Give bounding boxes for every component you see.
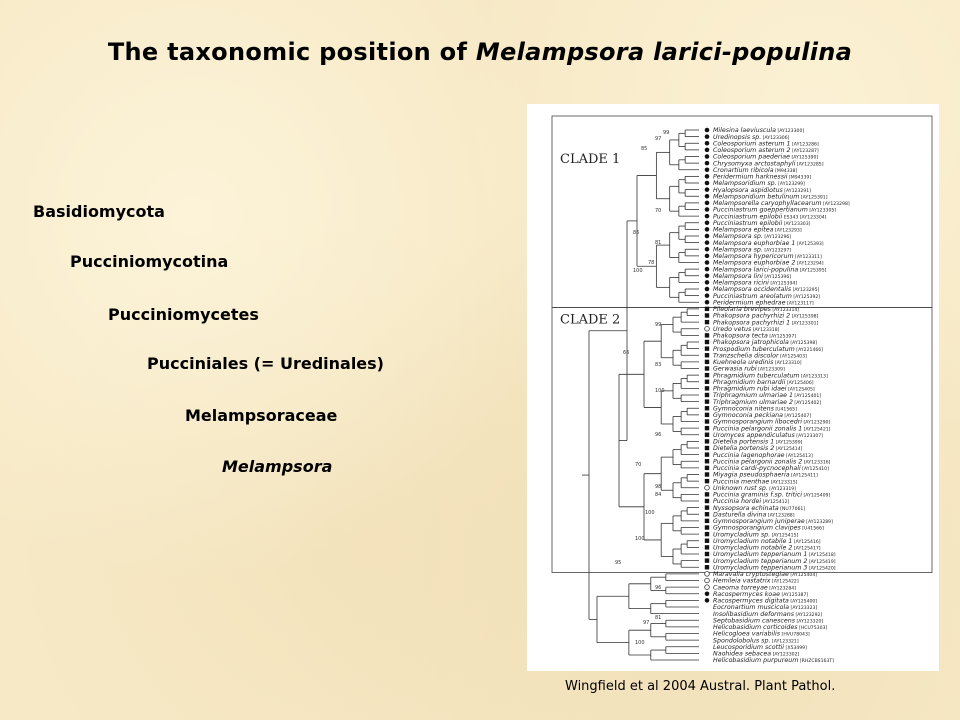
taxon-marker-square	[705, 466, 709, 470]
taxon-name: Triphragmium ulmariae 1	[713, 392, 793, 400]
taxon-marker-filled	[705, 194, 710, 199]
taxon-accession: [AY123323]	[789, 606, 818, 612]
taxon-marker-square	[705, 399, 709, 403]
title-species: Melampsora larici-populina	[475, 38, 853, 66]
taxon-marker-filled	[705, 273, 710, 278]
taxon-accession: [AY125410]	[800, 467, 829, 473]
taxon-name: Melampsora hypericorum	[713, 253, 794, 261]
taxon-name: Pileolaria brevipes	[713, 306, 771, 314]
taxon-marker-square	[705, 406, 709, 410]
taxon-name: Pucciniastrum epilobii	[713, 219, 783, 227]
taxon-accession: [AY123320]	[795, 619, 824, 625]
taxon-accession: [AY125392]	[791, 294, 821, 300]
taxon-name: Dietelia portensis 1	[713, 438, 775, 446]
taxon-marker-square	[705, 353, 709, 357]
taxon-marker-square	[705, 446, 709, 450]
title-prefix: The taxonomic position of	[107, 38, 476, 66]
taxon-name: Melampsoridium betulinum	[713, 193, 800, 201]
taxon-accession: [AY125396]	[762, 274, 792, 280]
taxon-marker-filled	[705, 254, 710, 259]
taxon-marker-filled	[705, 187, 710, 192]
taxon-marker-square	[705, 492, 709, 496]
taxon-accession: [AY123294]	[795, 261, 824, 267]
phylogenetic-tree-figure	[527, 104, 939, 671]
taxon-accession: [AY123301]	[790, 321, 819, 327]
taxon-accession: [AY123314]	[770, 308, 800, 314]
taxon-accession: [AY123286]	[790, 142, 819, 148]
taxon-marker-square	[705, 545, 709, 549]
taxon-name: Prospodium tuberculatum	[713, 345, 795, 353]
taxon-name: Coleosporium asterum 1	[713, 140, 791, 148]
taxon-marker-filled	[705, 260, 710, 265]
taxon-name: Phakopsora pachyrhizi 1	[713, 319, 791, 327]
taxon-marker-square	[705, 340, 709, 344]
taxon-accession: [AY123305]	[807, 208, 837, 214]
taxon-name: Uromycladium tepperianum 2	[713, 557, 808, 565]
taxon-marker-square	[705, 552, 709, 556]
taxon-accession: [AY125412]	[761, 500, 790, 506]
bootstrap-value: 100	[633, 268, 643, 274]
taxon-accession: [AY123292]	[794, 612, 823, 618]
taxon-accession: [AY125403]	[778, 354, 807, 360]
taxon-accession: [AY123298]	[821, 202, 850, 208]
bootstrap-value: 95	[615, 560, 622, 566]
taxon-accession: [AY123302]	[771, 652, 800, 658]
taxon-name: Uromycladium tepperianum 3	[713, 564, 808, 572]
taxon-accession: [AY125418]	[807, 553, 836, 559]
taxon-name: Milesina laeviuscula	[713, 127, 776, 135]
taxon-marker-filled	[705, 148, 710, 153]
slide-title	[0, 38, 960, 66]
taxon-marker-filled	[705, 300, 710, 305]
taxon-accession: [AY125411]	[789, 473, 818, 479]
taxon-name: Melampsora sp.	[713, 246, 763, 254]
taxon-accession: [AY123316]	[802, 460, 831, 466]
taxon-marker-open	[705, 585, 710, 590]
taxon-accession: [HCU75303]	[797, 626, 828, 632]
taxon-name: Phragmidium barnardii	[713, 378, 786, 386]
taxon-marker-square	[705, 386, 709, 390]
taxon-accession: [AY123313]	[799, 374, 828, 380]
taxon-name: Dietelia portensis 2	[713, 445, 775, 453]
taxon-name: Racospermyces digitata	[713, 597, 789, 605]
taxon-accession: [AY123285]	[795, 162, 824, 168]
taxon-name: Phakopsora pachyrhizi 2	[713, 312, 791, 320]
bootstrap-value: 84	[655, 492, 662, 498]
bootstrap-value: 96	[655, 585, 662, 591]
taxon-accession: [U41566]	[800, 526, 824, 532]
taxon-accession: [AY123287]	[790, 149, 819, 155]
taxon-marker-square	[705, 558, 709, 562]
taxon-name: Puccinia pelargonii zonalis 2	[713, 458, 803, 466]
taxon-order: Pucciniales (= Uredinales)	[147, 354, 384, 373]
taxon-accession: [AY123293]	[773, 228, 802, 234]
taxon-accession: [AY125409]	[802, 493, 831, 499]
bootstrap-value: 70	[655, 208, 662, 214]
taxon-name: Puccinia menthae	[713, 478, 770, 486]
taxon-name: Helicogloea variabilis	[713, 630, 781, 638]
taxon-name: Peridermium ephedrae	[713, 299, 786, 307]
taxon-accession: [AY221466]	[794, 347, 824, 353]
taxon-marker-square	[705, 505, 709, 509]
taxon-accession: [AY123117]	[785, 301, 814, 307]
taxon-marker-filled	[705, 214, 710, 219]
clade-1-label: CLADE 1	[560, 152, 621, 167]
taxon-accession: [AY123306]	[761, 135, 790, 141]
bootstrap-value: 96	[655, 432, 662, 438]
taxon-name: Maravalia cryptostegiae	[713, 571, 789, 579]
taxon-class: Pucciniomycetes	[108, 305, 259, 324]
taxon-name: Spondolobolus sp.	[713, 637, 771, 645]
taxon-accession: [AY125422]	[770, 579, 799, 585]
taxon-marker-open	[705, 572, 710, 577]
taxon-marker-filled	[705, 267, 710, 272]
taxon-name: Uromycladium sp.	[713, 531, 771, 539]
taxon-name: Uromyces appendiculatus	[713, 431, 795, 439]
taxon-marker-filled	[705, 287, 710, 292]
taxon-marker-filled	[705, 234, 710, 239]
taxon-marker-filled	[705, 154, 710, 159]
taxon-name: Insolibasidium deformans	[713, 610, 795, 618]
taxon-marker-filled	[705, 591, 710, 596]
taxon-name: Puccinia graminis f.sp. tritici	[713, 491, 803, 499]
taxon-marker-square	[705, 333, 709, 337]
taxon-marker-filled	[705, 128, 710, 133]
taxon-name: Uromycladium notabile 1	[713, 537, 793, 545]
taxon-name: Hemileia vastatrix	[713, 577, 771, 585]
clade-2-label: CLADE 2	[560, 312, 621, 328]
taxon-name: Gymnoconia peckiana	[713, 412, 783, 420]
taxon-accession: [AY123296]	[762, 235, 792, 241]
taxon-name: Melampsora euphorbiae 2	[713, 259, 796, 267]
taxon-name: Phakopsora jatrophicola	[713, 339, 789, 347]
taxon-marker-filled	[705, 141, 710, 146]
taxon-marker-filled	[705, 280, 710, 285]
taxon-accession: [AY125398]	[788, 341, 818, 347]
bootstrap-value: 100	[655, 388, 665, 394]
taxon-name: Puccinia hordei	[713, 498, 762, 506]
bootstrap-value: 97	[643, 620, 650, 626]
taxon-name: Melampsora ricini	[713, 279, 769, 287]
taxon-accession: [AY123295]	[791, 288, 820, 294]
taxon-accession: [M94338]	[773, 168, 798, 174]
taxon-accession: [AY125414]	[774, 447, 803, 453]
taxon-name: Coleosporium asterum 2	[713, 147, 791, 155]
taxon-accession: [AY125387]	[780, 592, 809, 598]
taxon-accession: [AY123303]	[782, 221, 811, 227]
taxon-genus: Melampsora	[222, 457, 333, 476]
taxon-accession: [AY123300]	[775, 129, 805, 135]
taxon-accession: [AY125398]	[790, 314, 819, 320]
taxon-name: Uredinopsis sp.	[713, 133, 762, 141]
taxon-marker-square	[705, 525, 709, 529]
bootstrap-value: 81	[655, 615, 662, 621]
taxon-accession: [AY125417]	[792, 546, 821, 552]
taxon-accession: [AY125420]	[807, 566, 836, 572]
taxon-name: Puccinia cardi-pycnocephali	[713, 465, 801, 473]
bootstrap-value: 99	[663, 130, 670, 136]
bootstrap-value: 78	[648, 260, 655, 266]
bootstrap-value: 85	[641, 146, 648, 152]
taxon-accession: [AY123291]	[782, 188, 811, 194]
taxon-name: Melampsorella caryophyllacearum	[713, 200, 822, 208]
taxon-accession: [AY125397]	[767, 334, 797, 340]
taxon-accession: [AY125416]	[792, 539, 821, 545]
bootstrap-value: 70	[635, 462, 642, 468]
taxon-accession: [AY125402]	[792, 400, 822, 406]
taxon-marker-square	[705, 320, 709, 324]
taxon-marker-open	[705, 485, 710, 490]
taxon-marker-filled	[705, 161, 710, 166]
taxon-marker-open	[705, 578, 710, 583]
taxon-accession: [AY125415]	[770, 533, 799, 539]
taxon-label	[713, 657, 834, 664]
taxon-marker-filled	[705, 598, 710, 603]
taxon-marker-square	[705, 313, 709, 317]
taxon-name: Miyagia pseudosphaeria	[713, 471, 790, 479]
taxon-accession: [HVU78043]	[780, 632, 810, 638]
bootstrap-value: 83	[655, 362, 662, 368]
taxon-phylum: Basidiomycota	[33, 202, 165, 221]
taxon-accession: [AY125394]	[768, 281, 798, 287]
taxon-name: Dasturella divina	[713, 511, 767, 519]
taxon-name: Eocronartium muscicola	[713, 604, 790, 612]
taxon-accession: [M94339]	[787, 175, 812, 181]
taxon-accession: [AY123311]	[793, 255, 822, 261]
taxon-marker-square	[705, 380, 709, 384]
taxon-name: Gymnosporangium libocedri	[713, 418, 803, 426]
taxon-accession: [AY123289]	[804, 520, 833, 526]
taxon-name: Gymnosporangium clavipes	[713, 524, 801, 532]
taxon-marker-open	[705, 326, 710, 331]
taxon-name: Uromycladium tepperianum 1	[713, 551, 808, 559]
taxon-marker-square	[705, 539, 709, 543]
taxon-name: Naohidea sebacea	[713, 650, 772, 658]
taxon-marker-filled	[705, 240, 710, 245]
taxon-name: Caeoma torreyae	[713, 584, 768, 592]
taxon-family: Melampsoraceae	[185, 406, 338, 425]
bootstrap-value: 86	[633, 230, 640, 236]
taxon-accession: [AY123318]	[751, 327, 780, 333]
taxon-accession: [AY125413]	[784, 453, 813, 459]
taxon-accession: [AY125399]	[774, 440, 803, 446]
taxon-name: Gerwasia rubi	[713, 365, 757, 373]
taxon-accession: [AY125404]	[788, 573, 818, 579]
taxon-accession: ES343 [AY123304]	[782, 215, 827, 221]
taxon-accession: [AY123321]	[770, 639, 799, 645]
taxon-name: Melampsora larici-populina	[713, 266, 799, 274]
taxon-name: Peridermium harknessii	[713, 173, 788, 181]
taxon-accession: [AY125400]	[788, 599, 818, 605]
taxon-name: Melampsora epitea	[713, 226, 774, 234]
taxon-marker-square	[705, 433, 709, 437]
taxon-accession: [AY125407]	[782, 414, 812, 420]
taxon-marker-square	[705, 452, 709, 456]
taxon-name: Racospermyces koae	[713, 590, 780, 598]
taxon-name: Helicobasidium corticoides	[713, 624, 798, 632]
taxon-accession: [AY125395]	[798, 268, 827, 274]
taxon-marker-square	[705, 472, 709, 476]
taxon-name: Cronartium ribicola	[713, 166, 774, 174]
taxon-name: Uromycladium notabile 2	[713, 544, 793, 552]
taxon-accession: [AY123297]	[762, 248, 792, 254]
taxon-accession: [AY125419]	[807, 559, 836, 565]
taxon-marker-filled	[705, 207, 710, 212]
taxon-accession: [AY123309]	[756, 367, 785, 373]
taxon-name: Nyssopsora echinata	[713, 504, 779, 512]
bootstrap-value: 100	[645, 510, 655, 516]
taxon-name: Uredo vetus	[713, 325, 752, 333]
taxon-name: Tranzschelia discolor	[713, 352, 779, 360]
taxon-marker-square	[705, 366, 709, 370]
taxon-name: Melampsora lini	[713, 272, 763, 280]
bootstrap-value: 99	[655, 322, 662, 328]
taxon-name: Puccinia pelargonii zonalis 1	[713, 425, 803, 433]
taxon-name: Phragmidium tuberculatum	[713, 372, 800, 380]
bootstrap-value: 98	[655, 484, 662, 490]
taxon-marker-filled	[705, 181, 710, 186]
bootstrap-value: 97	[655, 136, 662, 142]
taxon-marker-filled	[705, 293, 710, 298]
taxon-name: Triphragmium ulmariae 2	[713, 398, 793, 406]
taxon-accession: [AY123315]	[769, 480, 798, 486]
taxon-marker-square	[705, 393, 709, 397]
taxon-marker-square	[705, 479, 709, 483]
taxon-name: Phakopsora tecta	[713, 332, 768, 340]
taxon-accession: [AY123307]	[794, 433, 823, 439]
taxon-name: Melampsora occidentalis	[713, 286, 792, 294]
taxon-name: Phragmidium rubi idaei	[713, 385, 787, 393]
taxon-accession: [AY123319]	[767, 486, 797, 492]
taxon-marker-filled	[705, 167, 710, 172]
taxon-accession: [AY125401]	[792, 394, 822, 400]
taxon-name: Puccinia lagenophorae	[713, 451, 785, 459]
taxon-accession: [AY125405]	[786, 387, 815, 393]
taxon-marker-square	[705, 512, 709, 516]
taxon-marker-square	[705, 532, 709, 536]
taxon-name: Hyalopsora aspidiotus	[713, 186, 783, 194]
taxon-marker-square	[705, 360, 709, 364]
phylogenetic-tree	[527, 104, 939, 671]
bootstrap-value: 100	[635, 536, 645, 542]
taxon-marker-filled	[705, 227, 710, 232]
taxon-marker-square	[705, 346, 709, 350]
taxon-name: Pucciniastrum areolatum	[713, 292, 792, 300]
taxon-name: Leucosporidium scottii	[713, 643, 785, 651]
taxon-marker-square	[705, 413, 709, 417]
taxon-marker-filled	[705, 201, 710, 206]
taxon-marker-square	[705, 439, 709, 443]
taxon-marker-square	[705, 459, 709, 463]
taxon-marker-square	[705, 419, 709, 423]
taxon-accession: [AY125393]	[795, 241, 824, 247]
bootstrap-value: 100	[635, 640, 645, 646]
taxon-name: Coleosporium paederiae	[713, 153, 790, 161]
taxon-marker-square	[705, 565, 709, 569]
taxon-accession: [AY125390]	[790, 155, 819, 161]
taxon-marker-square	[705, 426, 709, 430]
taxon-accession: [AY125391]	[799, 195, 828, 201]
taxon-accession: [AY125406]	[785, 380, 814, 386]
taxon-name: Chrysomyxa arctostaphyli	[713, 160, 796, 168]
taxon-accession: [RHZCBS163T]	[798, 659, 834, 665]
bootstrap-value: 66	[623, 350, 630, 356]
taxon-subphylum: Pucciniomycotina	[70, 252, 229, 271]
figure-citation: Wingfield et al 2004 Austral. Plant Pathol.	[565, 679, 836, 694]
taxon-accession: [AY125421]	[802, 427, 831, 433]
taxon-accession: [U41565]	[773, 407, 797, 413]
taxon-name: Kuehneola uredinis	[713, 359, 774, 367]
taxon-name: Gymnoconia nitens	[713, 405, 774, 413]
taxon-name: Melampsora euphorbiae 1	[713, 239, 796, 247]
taxon-name: Melampsoridium sp.	[713, 180, 777, 188]
taxon-marker-filled	[705, 220, 710, 225]
taxon-accession: [AY123288]	[766, 513, 795, 519]
taxon-marker-square	[705, 307, 709, 311]
bootstrap-value: 81	[655, 240, 662, 246]
taxon-name: Pucciniastrum goeppertianum	[713, 206, 808, 214]
taxon-accession: [AY123310]	[773, 361, 802, 367]
taxon-accession: [AY123290]	[802, 420, 831, 426]
taxon-accession: [X53499]	[784, 645, 807, 651]
taxon-accession: [AY123299]	[776, 182, 805, 188]
taxon-name: Gymnosporangium juniperae	[713, 518, 805, 526]
taxon-accession: [AY123284]	[767, 586, 796, 592]
taxon-marker-filled	[705, 247, 710, 252]
taxon-marker-square	[705, 499, 709, 503]
taxon-name: Helicobasidium purpureum	[713, 657, 799, 665]
taxon-marker-filled	[705, 134, 710, 139]
taxon-name: Pucciniastrum epilobii	[713, 213, 783, 221]
taxon-accession: [NU77061]	[778, 506, 806, 512]
taxon-marker-filled	[705, 174, 710, 179]
taxon-name: Melampsora sp.	[713, 233, 763, 241]
taxon-name: Unknown rust sp.	[713, 484, 768, 492]
taxon-name: Septobasidium canescens	[713, 617, 796, 625]
taxon-marker-square	[705, 373, 709, 377]
taxon-marker-square	[705, 519, 709, 523]
